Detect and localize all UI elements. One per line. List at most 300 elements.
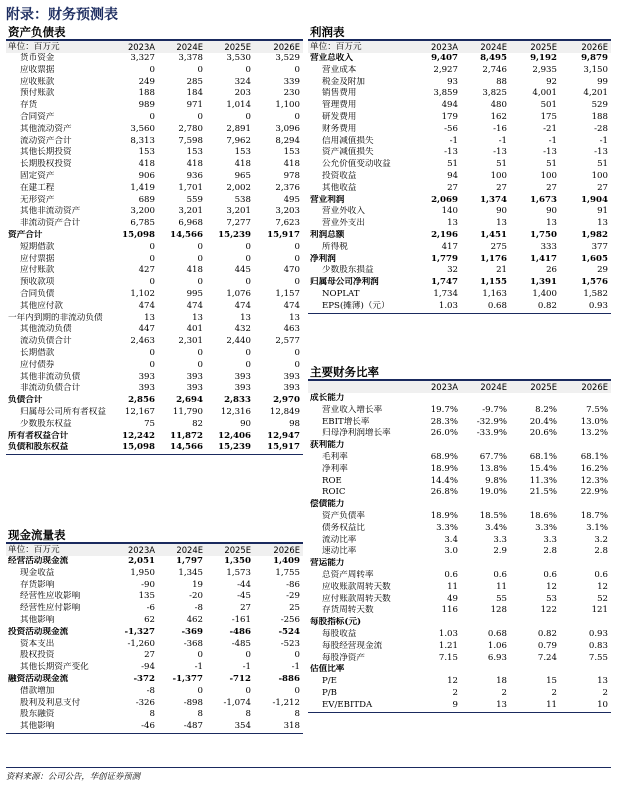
row-label: 研发费用 <box>322 111 357 122</box>
cell-value: 3.4% <box>485 522 507 533</box>
cell-value: 188 <box>591 111 608 122</box>
cell-value: 18.6% <box>529 510 557 521</box>
cell-value <box>510 664 560 676</box>
cell-value: 12.3% <box>580 475 608 486</box>
cell-value: 1,451 <box>480 229 507 240</box>
cell-value: 55 <box>496 593 507 604</box>
cell-value: 418 <box>138 159 155 170</box>
table-row <box>6 709 303 721</box>
cell-value: 8 <box>294 709 300 720</box>
cell-value <box>461 393 510 405</box>
cell-value: -1 <box>599 135 608 146</box>
cell-value: 354 <box>206 721 254 733</box>
cell-value: -13 <box>493 147 507 158</box>
row-label: 流动负债合计 <box>20 336 72 347</box>
row-label: 固定资产 <box>20 170 55 181</box>
cell-value: 538 <box>234 194 251 205</box>
table-row <box>6 254 303 266</box>
cell-value: 75 <box>144 418 155 429</box>
table-row <box>308 546 611 558</box>
cell-value: 0 <box>245 277 251 288</box>
cell-value: 27 <box>144 650 155 661</box>
row-label: 少数股东权益 <box>20 418 72 429</box>
cash-flow-header: 现金流量表 <box>6 527 303 544</box>
table-row <box>308 523 611 535</box>
cell-value: 68.9% <box>430 451 458 462</box>
table-row <box>308 499 611 511</box>
cell-value: 13.2% <box>580 428 608 439</box>
cell-value: -523 <box>280 638 300 649</box>
cell-value: 2,694 <box>176 395 203 406</box>
cell-value: 936 <box>186 170 203 181</box>
row-label: 估值比率 <box>310 664 345 675</box>
table-row <box>6 372 303 384</box>
cell-value: 393 <box>234 371 251 382</box>
year-column-header: 2023A <box>110 544 158 556</box>
table-row <box>308 405 611 417</box>
cell-value: 1,163 <box>482 288 507 299</box>
cell-value: 27 <box>546 182 557 193</box>
cell-value: 153 <box>234 147 251 158</box>
table-row <box>308 511 611 523</box>
cell-value: 1,374 <box>480 194 507 205</box>
cell-value: 27 <box>597 182 608 193</box>
row-label: 总资产周转率 <box>322 569 374 580</box>
cell-value: 15,917 <box>267 229 300 240</box>
cell-value: 12,167 <box>124 406 155 417</box>
cell-value: 27 <box>447 182 458 193</box>
cell-value: 0 <box>245 359 251 370</box>
table-row <box>6 348 303 360</box>
cell-value: 3,203 <box>275 206 300 217</box>
cell-value: 529 <box>591 100 608 111</box>
cell-value: -21 <box>543 123 557 134</box>
cell-value <box>510 558 560 570</box>
row-label: 资本支出 <box>20 638 55 649</box>
cell-value: 27 <box>240 603 251 614</box>
row-label: 每股净资产 <box>322 652 365 663</box>
cell-value: 3.3 <box>493 534 507 545</box>
row-label: 其他影响 <box>6 721 110 733</box>
row-label: EV/EBITDA <box>308 700 412 712</box>
cell-value: 0 <box>197 359 203 370</box>
cell-value: 20.4% <box>529 416 557 427</box>
table-row <box>6 112 303 124</box>
table-row <box>6 698 303 710</box>
cell-value: 12,316 <box>220 406 251 417</box>
row-label: 经营性应付影响 <box>20 603 81 614</box>
cell-value: -16 <box>493 123 507 134</box>
cell-value: -8 <box>146 685 155 696</box>
table-row <box>6 277 303 289</box>
table-row <box>6 336 303 348</box>
row-label: 净利率 <box>322 463 348 474</box>
cell-value: 15,239 <box>218 229 251 240</box>
cell-value: 18.5% <box>479 510 507 521</box>
row-label: 资产负债率 <box>322 510 365 521</box>
cell-value: 2 <box>501 687 507 698</box>
table-header-row <box>308 381 611 393</box>
table-row <box>6 313 303 325</box>
cell-value: 13 <box>546 218 557 229</box>
table-row <box>6 147 303 159</box>
table-row <box>6 77 303 89</box>
row-label: 股权投资 <box>20 650 55 661</box>
year-column-header: 2024E <box>461 381 510 393</box>
row-label: 其他非流动资产 <box>20 206 81 217</box>
cell-value: 2,970 <box>273 395 300 406</box>
table-row <box>6 556 303 568</box>
cell-value: 4,001 <box>532 88 557 99</box>
row-label: 融资活动现金流 <box>8 673 69 684</box>
row-label: 营业总收入 <box>310 53 353 63</box>
cell-value: 25 <box>289 603 300 614</box>
cell-value: 0 <box>149 64 155 75</box>
row-label: 营业利润 <box>310 194 345 205</box>
row-label: 营运能力 <box>310 558 345 569</box>
year-column-header: 2024E <box>461 41 510 53</box>
cell-value: 0.93 <box>588 628 608 639</box>
cell-value: 7.15 <box>438 652 458 663</box>
cell-value: 2,463 <box>130 336 155 347</box>
cell-value: 26.8% <box>430 487 458 498</box>
cell-value: 12,849 <box>269 406 300 417</box>
row-label: 借款增加 <box>20 685 55 696</box>
cell-value: 11.3% <box>529 475 557 486</box>
cell-value: 2,833 <box>224 395 251 406</box>
row-label: 在建工程 <box>20 182 55 193</box>
table-row <box>308 147 611 159</box>
balance-sheet-table <box>6 41 303 455</box>
cell-value: 445 <box>234 265 251 276</box>
cell-value: 91 <box>597 206 608 217</box>
cell-value: 470 <box>283 265 300 276</box>
cell-value <box>461 440 510 452</box>
row-label: 归属母公司所有者权益 <box>20 406 106 417</box>
cell-value: 393 <box>186 371 203 382</box>
row-label: 每股指标(元) <box>310 617 362 628</box>
cell-value: 971 <box>186 100 203 111</box>
table-row <box>308 124 611 136</box>
cell-value: 0.79 <box>537 640 557 651</box>
cell-value: 179 <box>441 111 458 122</box>
cell-value: 0 <box>149 253 155 264</box>
table-row <box>6 580 303 592</box>
table-row <box>308 171 611 183</box>
cell-value: 13 <box>461 700 510 712</box>
row-label: EPS(摊薄)（元） <box>308 301 412 313</box>
row-label: 现金收益 <box>20 567 55 578</box>
cell-value: 1,734 <box>433 288 458 299</box>
table-row <box>308 277 611 289</box>
table-row <box>308 254 611 266</box>
cell-value: 3,529 <box>275 53 300 63</box>
row-label: 存货 <box>20 100 38 111</box>
cell-value: 8,313 <box>130 135 155 146</box>
row-label: 负债和股东权益 <box>6 442 110 454</box>
cell-value: 8,495 <box>480 53 507 63</box>
cell-value: 2,780 <box>178 123 203 134</box>
cell-value: 2,376 <box>275 182 300 193</box>
cell-value: 0 <box>197 111 203 122</box>
table-row <box>308 242 611 254</box>
cell-value: 100 <box>540 170 557 181</box>
cell-value: 432 <box>234 324 251 335</box>
row-label: 预收款项 <box>20 277 55 288</box>
cell-value: 0.68 <box>461 301 510 313</box>
table-row <box>6 206 303 218</box>
table-row <box>6 324 303 336</box>
cell-value: 1,904 <box>581 194 608 205</box>
row-label: 所得税 <box>322 241 348 252</box>
cell-value: 0 <box>197 64 203 75</box>
cell-value: 3,378 <box>178 53 203 63</box>
cell-value: -94 <box>141 662 155 673</box>
cell-value: 51 <box>597 159 608 170</box>
cell-value: -1,260 <box>127 638 155 649</box>
table-row <box>308 77 611 89</box>
cell-value: 3.3 <box>543 534 557 545</box>
row-label: 其他非流动负债 <box>20 371 81 382</box>
cell-value: 8 <box>197 709 203 720</box>
row-label: 利润总额 <box>310 229 345 240</box>
table-row <box>308 653 611 665</box>
year-column-header: 2026E <box>254 544 303 556</box>
cell-value: 3,201 <box>178 206 203 217</box>
cell-value: -1 <box>194 662 203 673</box>
cell-value: 462 <box>186 614 203 625</box>
cell-value: 92 <box>546 76 557 87</box>
cell-value: 3,096 <box>275 123 300 134</box>
row-label: 毛利率 <box>322 451 348 462</box>
cell-value: 418 <box>234 159 251 170</box>
cell-value: 2,440 <box>226 336 251 347</box>
cell-value: 3,560 <box>130 123 155 134</box>
year-column-header: 2023A <box>110 41 158 53</box>
cell-value: 978 <box>283 170 300 181</box>
cell-value: 2,002 <box>226 182 251 193</box>
cell-value: -13 <box>444 147 458 158</box>
cell-value: 1,400 <box>532 288 557 299</box>
table-row <box>308 570 611 582</box>
cell-value: 2.9 <box>493 546 507 557</box>
cash-flow-panel <box>6 527 303 734</box>
cell-value: 1.03 <box>412 301 461 313</box>
cell-value <box>510 393 560 405</box>
cell-value: 1,014 <box>226 100 251 111</box>
cell-value: 13 <box>192 312 203 323</box>
cell-value: 51 <box>546 159 557 170</box>
table-row <box>308 452 611 464</box>
cell-value: 1,076 <box>226 288 251 299</box>
cell-value: 0 <box>294 111 300 122</box>
year-column-header: 2023A <box>412 41 461 53</box>
cell-value: 0 <box>294 277 300 288</box>
cell-value: 0 <box>245 64 251 75</box>
cell-value: 1,417 <box>530 253 557 264</box>
cell-value: -369 <box>181 626 203 637</box>
cell-value: 0.82 <box>510 301 560 313</box>
cell-value <box>412 499 461 511</box>
cell-value: -56 <box>444 123 458 134</box>
table-header-row <box>6 544 303 556</box>
cell-value: 11,790 <box>172 406 203 417</box>
cell-value: -161 <box>231 614 251 625</box>
cell-value: 9,192 <box>530 53 557 63</box>
cell-value <box>560 617 611 629</box>
cell-value: 8 <box>149 709 155 720</box>
cell-value: 22.9% <box>580 487 608 498</box>
row-label: 公允价值变动收益 <box>322 159 391 170</box>
table-row <box>308 301 611 313</box>
cell-value: 418 <box>186 159 203 170</box>
cell-value: 1,573 <box>226 567 251 578</box>
cell-value: -1 <box>449 135 458 146</box>
cell-value: -1,327 <box>124 626 155 637</box>
cell-value: 2.8 <box>543 546 557 557</box>
cell-value <box>560 558 611 570</box>
table-row <box>6 674 303 686</box>
page-title: 附录：财务预测表 <box>6 7 118 23</box>
cell-value: -13 <box>594 147 608 158</box>
cell-value: 0 <box>197 347 203 358</box>
cell-value: 0 <box>197 685 203 696</box>
row-label: 非流动负债合计 <box>20 383 81 394</box>
cell-value: 11 <box>510 700 560 712</box>
cell-value: 121 <box>591 605 608 616</box>
table-row <box>6 568 303 580</box>
cell-value: 1,673 <box>530 194 557 205</box>
cell-value: 53 <box>546 593 557 604</box>
table-row <box>6 721 303 733</box>
cell-value: 418 <box>186 265 203 276</box>
table-row <box>6 662 303 674</box>
cell-value <box>560 440 611 452</box>
cell-value: 474 <box>186 300 203 311</box>
row-label: 短期借款 <box>20 241 55 252</box>
year-column-header: 2023A <box>412 381 461 393</box>
cell-value: 0 <box>294 64 300 75</box>
cell-value: 2,927 <box>433 64 458 75</box>
row-label: 成长能力 <box>310 393 345 403</box>
cell-value: 13 <box>447 218 458 229</box>
table-row <box>308 100 611 112</box>
cell-value: 1,391 <box>530 277 557 288</box>
row-label: 财务费用 <box>322 123 357 134</box>
cell-value: 7.24 <box>537 652 557 663</box>
cell-value: -33.9% <box>476 428 507 439</box>
cell-value: 324 <box>234 76 251 87</box>
cell-value: 0 <box>149 241 155 252</box>
row-label: EBIT增长率 <box>322 416 370 427</box>
cell-value: 2,746 <box>482 64 507 75</box>
row-label: ROIC <box>322 487 346 498</box>
table-row <box>6 218 303 230</box>
cell-value: 12,406 <box>218 430 251 441</box>
cell-value: 1,605 <box>581 253 608 264</box>
row-label: 其他流动资产 <box>20 123 72 134</box>
cell-value: 67.7% <box>479 451 507 462</box>
cell-value: 100 <box>490 170 507 181</box>
table-row <box>6 159 303 171</box>
cell-value: 0.68 <box>487 628 507 639</box>
table-row <box>6 88 303 100</box>
cell-value: 51 <box>447 159 458 170</box>
cell-value: 393 <box>138 383 155 394</box>
table-row <box>6 591 303 603</box>
table-row <box>6 419 303 431</box>
cell-value: 2 <box>452 687 458 698</box>
cell-value: 28.3% <box>430 416 458 427</box>
cell-value: 0 <box>197 650 203 661</box>
cell-value: 0.82 <box>537 628 557 639</box>
table-row <box>6 650 303 662</box>
cell-value: 100 <box>591 170 608 181</box>
cell-value: 418 <box>283 159 300 170</box>
cell-value: 393 <box>283 371 300 382</box>
year-column-header: 2025E <box>206 544 254 556</box>
cell-value: 94 <box>447 170 458 181</box>
cell-value <box>510 617 560 629</box>
cell-value: -86 <box>286 579 300 590</box>
cell-value <box>412 664 461 676</box>
cell-value: -524 <box>278 626 300 637</box>
table-row <box>6 289 303 301</box>
cell-value: 13.0% <box>580 416 608 427</box>
row-label: 归属母公司净利润 <box>310 277 379 288</box>
table-row <box>308 476 611 488</box>
table-row <box>308 664 611 676</box>
cell-value: 2 <box>602 687 608 698</box>
row-label: 流动比率 <box>322 534 357 545</box>
cell-value: 0 <box>294 241 300 252</box>
cell-value <box>461 664 510 676</box>
row-label: 税金及附加 <box>322 76 365 87</box>
cell-value: 285 <box>186 76 203 87</box>
cell-value: 68.1% <box>580 451 608 462</box>
cell-value: 8 <box>245 709 251 720</box>
cell-value: -372 <box>133 673 155 684</box>
cell-value: 88 <box>496 76 507 87</box>
cell-value: 153 <box>186 147 203 158</box>
table-row <box>308 289 611 301</box>
table-row <box>308 535 611 547</box>
row-label: 经营活动现金流 <box>8 556 69 566</box>
row-label: 其他长期资产变化 <box>20 662 89 673</box>
cell-value: 16.2% <box>580 463 608 474</box>
cell-value: 11 <box>447 581 458 592</box>
table-row <box>6 360 303 372</box>
row-label: 资产减值损失 <box>322 147 374 158</box>
row-label: 债务权益比 <box>322 522 365 533</box>
cell-value: 184 <box>186 88 203 99</box>
table-row <box>6 242 303 254</box>
cell-value: 14,566 <box>158 442 206 454</box>
table-row <box>6 171 303 183</box>
cell-value: 0 <box>245 650 251 661</box>
cell-value: 393 <box>283 383 300 394</box>
cell-value: -13 <box>543 147 557 158</box>
cell-value: 1.21 <box>438 640 458 651</box>
cell-value: 1,176 <box>480 253 507 264</box>
table-row <box>6 183 303 195</box>
cell-value: 12,242 <box>122 430 155 441</box>
cell-value: -326 <box>135 697 155 708</box>
table-row <box>308 230 611 242</box>
row-label: 经营性应收影响 <box>20 591 81 602</box>
table-row <box>6 407 303 419</box>
cell-value: 377 <box>591 241 608 252</box>
